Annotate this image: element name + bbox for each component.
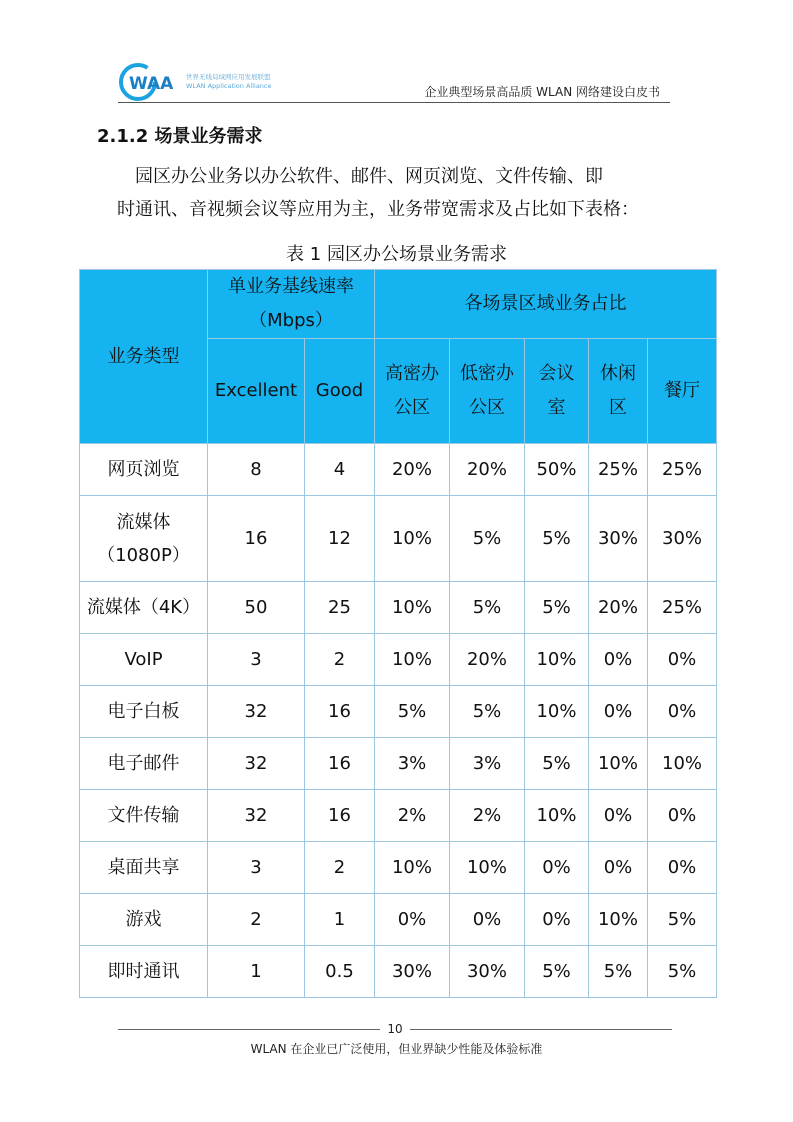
- cell-meeting: 0%: [525, 894, 589, 946]
- table-row: [80, 582, 717, 634]
- cell-leisure: 25%: [589, 444, 648, 496]
- cell-low-density: 5%: [450, 496, 525, 582]
- cell-high-density: 5%: [375, 686, 450, 738]
- cell-leisure: 30%: [589, 496, 648, 582]
- table-row: [80, 894, 717, 946]
- cell-excellent: 3: [208, 634, 305, 686]
- waa-logo-icon: [118, 62, 182, 102]
- table-row: [80, 444, 717, 496]
- header-baseline-rate: [208, 270, 375, 339]
- cell-excellent: 2: [208, 894, 305, 946]
- cell-service-name: 网页浏览: [80, 444, 208, 496]
- cell-meeting: 10%: [525, 634, 589, 686]
- table-row: [80, 946, 717, 998]
- cell-restaurant: 0%: [648, 842, 717, 894]
- cell-excellent: 3: [208, 842, 305, 894]
- cell-good: 0.5: [305, 946, 375, 998]
- cell-meeting: 5%: [525, 946, 589, 998]
- cell-meeting: 5%: [525, 582, 589, 634]
- cell-meeting: 5%: [525, 496, 589, 582]
- cell-meeting: 5%: [525, 738, 589, 790]
- footer-divider-right: [410, 1029, 672, 1030]
- cell-leisure: 10%: [589, 738, 648, 790]
- cell-service-name: 电子白板: [80, 686, 208, 738]
- document-title: 企业典型场景高品质 WLAN 网络建设白皮书: [424, 85, 660, 99]
- cell-restaurant: 30%: [648, 496, 717, 582]
- cell-good: 4: [305, 444, 375, 496]
- cell-good: 12: [305, 496, 375, 582]
- header-leisure-area: [589, 339, 648, 444]
- cell-high-density: 10%: [375, 582, 450, 634]
- header-high-density-office: [375, 339, 450, 444]
- cell-good: 2: [305, 634, 375, 686]
- header-low-density-line-1: 低密办: [460, 363, 514, 384]
- cell-excellent: 8: [208, 444, 305, 496]
- cell-restaurant: 25%: [648, 444, 717, 496]
- cell-low-density: 5%: [450, 582, 525, 634]
- header-area-share: 各场景区域业务占比: [375, 270, 717, 339]
- footer-text: WLAN 在企业已广泛使用，但业界缺少性能及体验标准: [250, 1042, 543, 1056]
- cell-high-density: 20%: [375, 444, 450, 496]
- paragraph-line-2: 时通讯、音视频会议等应用为主，业务带宽需求及占比如下表格：: [117, 199, 639, 220]
- header-low-density-line-2: 公区: [469, 397, 505, 418]
- service-requirements-table: [79, 269, 717, 998]
- cell-restaurant: 25%: [648, 582, 717, 634]
- cell-high-density: 0%: [375, 894, 450, 946]
- cell-low-density: 5%: [450, 686, 525, 738]
- cell-service-name: 文件传输: [80, 790, 208, 842]
- cell-leisure: 5%: [589, 946, 648, 998]
- cell-good: 16: [305, 686, 375, 738]
- header-low-density-office: [450, 339, 525, 444]
- cell-good: 16: [305, 790, 375, 842]
- cell-low-density: 10%: [450, 842, 525, 894]
- logo-text: WAA: [129, 74, 174, 94]
- table-row: [80, 634, 717, 686]
- org-name-cn: 世界无线局域网应用发展联盟: [186, 73, 271, 81]
- cell-service-name: [80, 496, 208, 582]
- cell-good: 25: [305, 582, 375, 634]
- cell-high-density: 10%: [375, 634, 450, 686]
- cell-meeting: 0%: [525, 842, 589, 894]
- cell-high-density: 10%: [375, 496, 450, 582]
- cell-service-name: 桌面共享: [80, 842, 208, 894]
- cell-excellent: 32: [208, 790, 305, 842]
- header-leisure-line-2: 区: [609, 397, 627, 418]
- cell-leisure: 0%: [589, 842, 648, 894]
- cell-low-density: 30%: [450, 946, 525, 998]
- cell-leisure: 0%: [589, 634, 648, 686]
- section-title: 2.1.2 场景业务需求: [97, 126, 263, 147]
- header-excellent: Excellent: [208, 339, 305, 444]
- cell-restaurant: 0%: [648, 634, 717, 686]
- cell-service-name: 游戏: [80, 894, 208, 946]
- header-meeting-line-1: 会议: [538, 363, 575, 384]
- footer-divider-left: [118, 1029, 380, 1030]
- header-good: Good: [305, 339, 375, 444]
- cell-low-density: 20%: [450, 634, 525, 686]
- alliance-logo: [118, 62, 318, 104]
- cell-restaurant: 10%: [648, 738, 717, 790]
- cell-low-density: 20%: [450, 444, 525, 496]
- cell-low-density: 0%: [450, 894, 525, 946]
- cell-excellent: 1: [208, 946, 305, 998]
- cell-good: 2: [305, 842, 375, 894]
- cell-service-name: 流媒体（4K）: [80, 582, 208, 634]
- table-row: [80, 496, 717, 582]
- header-divider: [118, 102, 670, 103]
- table-row: [80, 790, 717, 842]
- cell-high-density: 2%: [375, 790, 450, 842]
- table-header-row-1: [80, 270, 717, 339]
- org-name-en: WLAN Application Alliance: [186, 82, 272, 90]
- cell-service-name-line-2: （1080P）: [97, 544, 190, 566]
- cell-high-density: 3%: [375, 738, 450, 790]
- table-row: [80, 738, 717, 790]
- cell-high-density: 30%: [375, 946, 450, 998]
- cell-restaurant: 5%: [648, 946, 717, 998]
- cell-leisure: 0%: [589, 686, 648, 738]
- cell-restaurant: 0%: [648, 790, 717, 842]
- cell-excellent: 32: [208, 738, 305, 790]
- header-baseline-rate-line-2: （Mbps）: [249, 310, 333, 331]
- header-high-density-line-2: 公区: [394, 397, 430, 418]
- cell-leisure: 20%: [589, 582, 648, 634]
- table-row: [80, 686, 717, 738]
- header-service-type: 业务类型: [80, 270, 208, 444]
- cell-service-name: VoIP: [80, 634, 208, 686]
- cell-service-name-line-1: 流媒体: [116, 511, 171, 533]
- cell-leisure: 10%: [589, 894, 648, 946]
- cell-good: 16: [305, 738, 375, 790]
- page-number: 10: [387, 1022, 403, 1036]
- cell-service-name: 即时通讯: [80, 946, 208, 998]
- cell-service-name: 电子邮件: [80, 738, 208, 790]
- cell-restaurant: 0%: [648, 686, 717, 738]
- cell-low-density: 2%: [450, 790, 525, 842]
- header-meeting-line-2: 室: [547, 397, 566, 418]
- header-restaurant: 餐厅: [648, 339, 717, 444]
- cell-good: 1: [305, 894, 375, 946]
- cell-meeting: 10%: [525, 686, 589, 738]
- table-row: [80, 842, 717, 894]
- cell-high-density: 10%: [375, 842, 450, 894]
- paragraph-line-1: 园区办公业务以办公软件、邮件、网页浏览、文件传输、即: [135, 166, 603, 187]
- cell-restaurant: 5%: [648, 894, 717, 946]
- cell-leisure: 0%: [589, 790, 648, 842]
- cell-excellent: 32: [208, 686, 305, 738]
- cell-meeting: 10%: [525, 790, 589, 842]
- header-meeting-room: [525, 339, 589, 444]
- cell-meeting: 50%: [525, 444, 589, 496]
- header-leisure-line-1: 休闲: [600, 363, 636, 384]
- cell-excellent: 50: [208, 582, 305, 634]
- table-caption: 表 1 园区办公场景业务需求: [286, 244, 507, 265]
- cell-excellent: 16: [208, 496, 305, 582]
- header-baseline-rate-line-1: 单业务基线速率: [228, 276, 354, 297]
- header-high-density-line-1: 高密办: [385, 363, 439, 384]
- section-paragraph: [97, 160, 694, 226]
- cell-low-density: 3%: [450, 738, 525, 790]
